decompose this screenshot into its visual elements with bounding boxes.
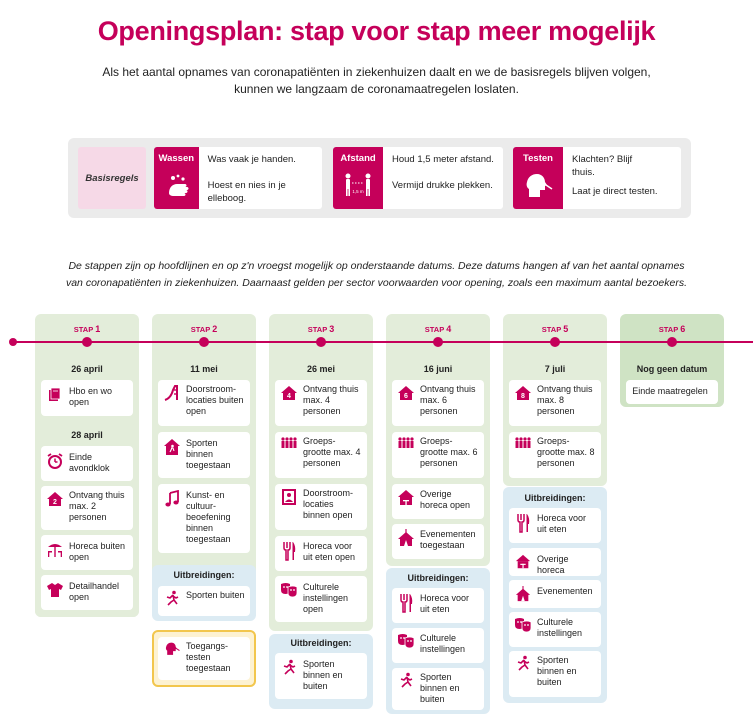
extensions-title: Uitbreidingen: <box>524 493 586 503</box>
step-item <box>275 484 367 530</box>
shirt-icon <box>41 581 69 599</box>
step-label: STAP 6 <box>658 324 686 334</box>
step-item-text: Ontvang thuis max. 4 personen <box>303 384 359 416</box>
theater-masks-icon <box>392 633 420 649</box>
rule-tag-label: Testen <box>523 153 553 164</box>
timeline-start-dot <box>9 338 17 346</box>
extension-item-text: Sporten binnen en buiten <box>303 659 343 691</box>
rule-text <box>383 147 502 209</box>
circus-tent-icon <box>392 529 420 547</box>
step-item-text: Culturele instellingen open <box>303 582 349 614</box>
step-item <box>392 484 484 519</box>
step-date: 16 juni <box>423 364 453 374</box>
step-label: STAP 4 <box>424 324 452 334</box>
step-item-text: Einde avondklok <box>69 452 110 473</box>
extension-item-text: Evenementen <box>537 586 593 596</box>
step-item <box>158 432 250 478</box>
extension-item <box>275 653 367 699</box>
step-item-text: Einde maatregelen <box>632 386 708 396</box>
cutlery-icon <box>392 593 420 613</box>
step-item <box>158 380 250 426</box>
group-icon <box>275 436 303 450</box>
rule-line: Houd 1,5 meter afstand. <box>392 154 494 165</box>
extension-item-text: Sporten binnen en buiten <box>420 672 460 704</box>
extension-item-text: Culturele instellingen <box>537 617 583 638</box>
extension-item-text: Sporten binnen en buiten <box>537 655 577 687</box>
step-item-text: Groeps-grootte max. 4 personen <box>303 436 361 468</box>
step-date: 11 mei <box>190 364 218 374</box>
subtitle-line: kunnen we langzaam de coronamaatregelen loslaten. <box>234 82 519 96</box>
step-item <box>392 380 484 426</box>
step-item-text: Doorstroom-locaties binnen open <box>303 488 354 520</box>
house-8-icon <box>509 384 537 402</box>
extensions-title: Uitbreidingen: <box>407 573 469 583</box>
extension-item <box>158 586 250 616</box>
extensions-title: Uitbreidingen: <box>290 638 352 648</box>
step-item-text: Ontvang thuis max. 6 personen <box>420 384 476 416</box>
step-label: STAP 2 <box>190 324 218 334</box>
step-item <box>392 524 484 559</box>
step-item <box>41 535 133 570</box>
rule-card-wassen <box>154 147 322 209</box>
extension-item-text: Horeca voor uit eten <box>537 513 587 534</box>
extension-item <box>509 612 601 647</box>
runner-icon <box>392 672 420 688</box>
runner-icon <box>275 659 303 675</box>
step-item-text: Kunst- en cultuur-beoefening binnen toegestaan <box>186 490 231 544</box>
step-item-text: Ontvang thuis max. 8 personen <box>537 384 593 416</box>
rule-line: Hoest en nies in je elleboog. <box>207 180 286 204</box>
extension-item <box>392 588 484 623</box>
step-item-text: Doorstroom-locaties buiten open <box>186 384 244 416</box>
extensions-title: Uitbreidingen: <box>173 570 235 580</box>
page-title: Openingsplan: stap voor stap meer mogelijk <box>97 16 656 46</box>
subtitle-line: Als het aantal opnames van coronapatiënten in ziekenhuizen daalt en we de basisregels blijven volgen, <box>102 65 651 79</box>
step-item-text: Groeps-grootte max. 6 personen <box>420 436 478 468</box>
intro-text <box>30 258 723 292</box>
testing-item-text: Toegangs-testen toegestaan <box>186 641 231 673</box>
timeline-dot <box>199 337 209 347</box>
basisregels-panel <box>68 138 691 218</box>
step-date: 7 juli <box>544 364 566 374</box>
books-icon <box>41 386 69 402</box>
step-label: STAP 3 <box>307 324 335 334</box>
rule-line: Laat je direct testen. <box>572 186 658 197</box>
step-item <box>626 380 718 404</box>
alarm-clock-icon <box>41 452 69 470</box>
extension-item <box>509 508 601 543</box>
step-item <box>158 484 250 553</box>
step-item <box>41 380 133 416</box>
rule-line: Vermijd drukke plekken. <box>392 180 493 191</box>
rule-tag <box>333 147 383 209</box>
sports-indoor-icon <box>158 438 186 456</box>
timeline-dot <box>82 337 92 347</box>
extension-item <box>509 548 601 576</box>
extension-item <box>392 628 484 663</box>
test-swab-icon <box>158 641 186 657</box>
group-icon <box>509 436 537 450</box>
rule-tag-label: Wassen <box>158 153 195 164</box>
step-item <box>275 380 367 426</box>
step-item <box>41 575 133 610</box>
distance-icon <box>343 171 373 201</box>
theater-masks-icon <box>509 617 537 633</box>
house-badge: 2 <box>53 499 57 506</box>
step-item-text: Horeca buiten open <box>69 541 126 562</box>
extension-item-text: Horeca voor uit eten <box>420 593 470 614</box>
terrace-icon <box>392 489 420 507</box>
house-badge: 4 <box>287 393 291 400</box>
extension-item-text: Overige horeca <box>537 554 569 575</box>
step-date: Nog geen datum <box>636 364 708 374</box>
house-6-icon <box>392 384 420 402</box>
step-item <box>275 432 367 478</box>
group-icon <box>392 436 420 450</box>
step-item-text: Detailhandel open <box>69 581 120 602</box>
house-badge: 8 <box>521 393 525 400</box>
extension-item-text: Culturele instellingen <box>420 633 466 654</box>
extension-item <box>509 651 601 697</box>
terrace-icon <box>509 554 537 570</box>
extension-item <box>509 580 601 608</box>
rule-line: Was vaak je handen. <box>207 154 296 165</box>
testing-item <box>158 637 250 680</box>
music-note-icon <box>158 490 186 508</box>
intro-line: De stappen zijn op hoofdlijnen en op z'n vroegst mogelijk op onderstaande datums. Deze datums hangen af van het aantal opnames <box>68 260 685 272</box>
step-date: 26 april <box>71 364 103 374</box>
step-item-text: Overige horeca open <box>420 489 471 510</box>
house-4-icon <box>275 384 303 402</box>
rule-text <box>199 147 322 209</box>
step-item <box>509 432 601 478</box>
step-date: 26 mei <box>306 364 336 374</box>
step-label: STAP 5 <box>541 324 569 334</box>
step-item-text: Sporten binnen toegestaan <box>186 438 231 470</box>
rule-card-testen <box>513 147 681 209</box>
painting-icon <box>275 488 303 506</box>
timeline-dot <box>316 337 326 347</box>
step-item-text: Groeps-grootte max. 8 personen <box>537 436 595 468</box>
extension-item-text: Sporten buiten <box>186 590 245 600</box>
rule-line: Klachten? Blijf thuis. <box>572 154 633 178</box>
step-item-text: Ontvang thuis max. 2 personen <box>69 490 125 522</box>
slide-icon <box>158 384 186 402</box>
timeline-dot <box>550 337 560 347</box>
cutlery-icon <box>509 513 537 533</box>
basisregels-label: Basisregels <box>78 147 146 209</box>
rule-tag <box>513 147 563 209</box>
test-swab-icon <box>523 171 553 201</box>
rule-card-afstand <box>333 147 503 209</box>
terrace-icon <box>41 541 69 559</box>
timeline-dot <box>433 337 443 347</box>
step-item-text: Horeca voor uit eten open <box>303 541 356 562</box>
rule-tag <box>154 147 199 209</box>
extension-item <box>392 668 484 710</box>
step-item <box>41 486 133 530</box>
distance-label: 1,5 m <box>352 189 364 194</box>
subtitle <box>60 64 693 98</box>
timeline-dot <box>667 337 677 347</box>
intro-line: van coronapatiënten in ziekenhuizen. Daarnaast gelden per sector voorwaarden voor opening, zoals een maximum aantal bezoekers. <box>65 277 688 289</box>
step-date: 28 april <box>71 430 103 440</box>
timeline-line <box>12 341 753 343</box>
step-item <box>41 446 133 481</box>
circus-tent-icon <box>509 586 537 602</box>
step-item-text: Evenementen toegestaan <box>420 529 476 550</box>
rule-tag-label: Afstand <box>340 153 376 164</box>
cutlery-icon <box>275 541 303 561</box>
step-label: STAP 1 <box>73 324 101 334</box>
step-item <box>275 576 367 622</box>
step-item <box>509 380 601 426</box>
runner-icon <box>158 590 186 606</box>
runner-icon <box>509 655 537 671</box>
step-item <box>275 536 367 571</box>
house-badge: 6 <box>404 393 408 400</box>
step-item-text: Hbo en wo open <box>69 386 113 407</box>
step-item <box>392 432 484 478</box>
house-2-icon <box>41 490 69 508</box>
washing-hands-icon <box>165 173 193 201</box>
theater-masks-icon <box>275 582 303 598</box>
rule-text <box>563 147 666 209</box>
